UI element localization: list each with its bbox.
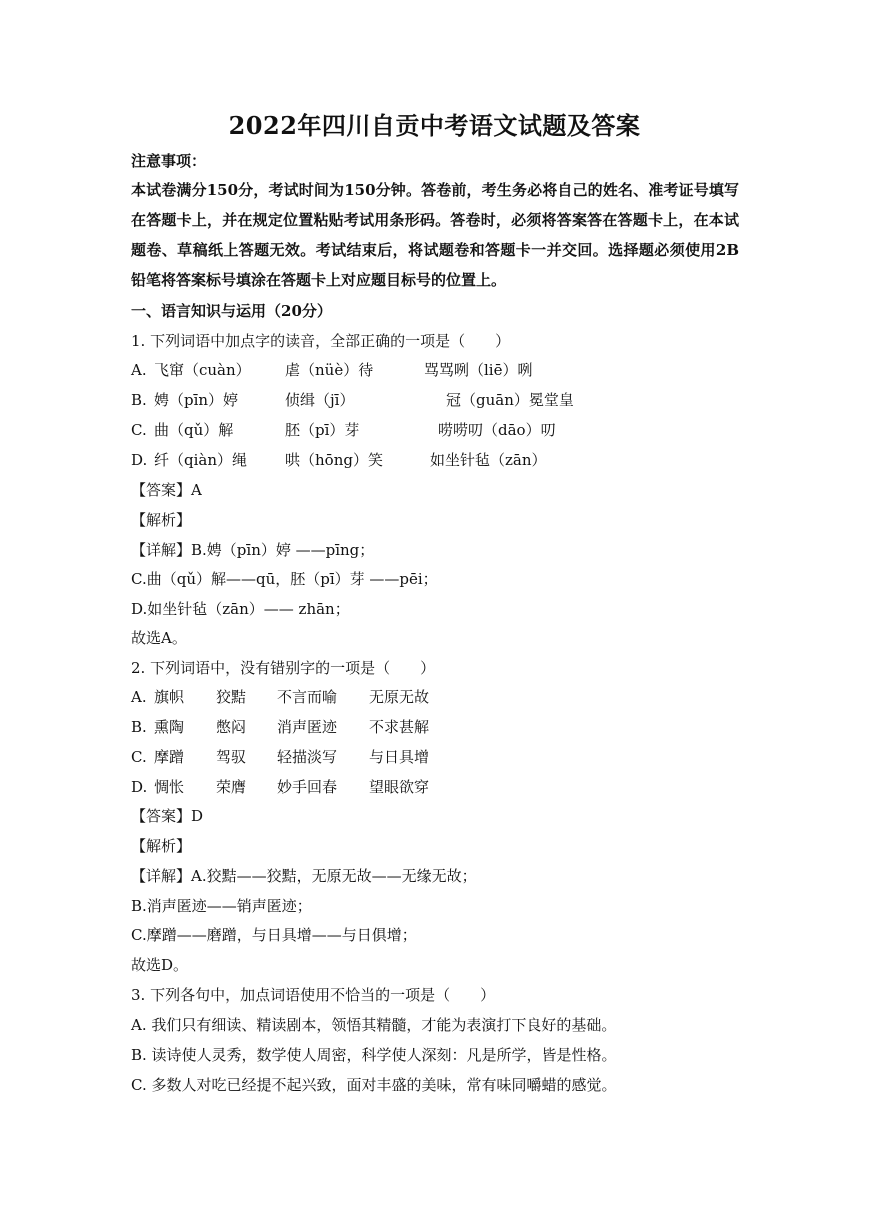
q1-detail-line: 【详解】B.娉（pīn）婷 ——pīng；: [131, 541, 375, 559]
q2-option-word: 望眼欲穿: [369, 778, 430, 796]
q3-option: C. 多数人对吃已经提不起兴致，面对丰盛的美味，常有味同嚼蜡的感觉。: [131, 1076, 617, 1094]
q1-option-label: B.: [131, 391, 147, 409]
q1-analysis: 【解析】: [131, 511, 192, 529]
q2-option-word: 憋闷: [216, 718, 247, 736]
q1-detail-line: C.曲（qǔ）解——qū，胚（pī）芽 ——pēi；: [131, 570, 438, 588]
q1-option-word: 曲（qǔ）解: [154, 421, 234, 439]
q1-option-word: 冠（guān）冕堂皇: [446, 391, 574, 409]
q2-option-label: A.: [131, 688, 147, 706]
q2-option-label: B.: [131, 718, 147, 736]
q2-option-word: 熏陶: [154, 718, 185, 736]
q1-option-word: 娉（pīn）婷: [154, 391, 239, 409]
q1-option-word: 飞窜（cuàn）: [154, 361, 251, 379]
q2-option-word: 狡黠: [216, 688, 247, 706]
q2-detail-line: C.摩蹭——磨蹭，与日具增——与日俱增；: [131, 926, 417, 944]
question-2-stem: 2. 下列词语中，没有错别字的一项是（ ）: [131, 659, 436, 677]
q2-option-word: 与日具增: [369, 748, 430, 766]
q1-option-word: 哄（hōng）笑: [285, 451, 383, 469]
question-3-stem: 3. 下列各句中，加点词语使用不恰当的一项是（ ）: [131, 986, 496, 1004]
q1-detail-line: D.如坐针毡（zān）—— zhān；: [131, 600, 350, 618]
q2-option-word: 妙手回春: [277, 778, 338, 796]
q2-option-word: 惆怅: [154, 778, 185, 796]
q1-option-word: 骂骂咧（liē）咧: [424, 361, 533, 379]
question-1-stem: 1. 下列词语中加点字的读音，全部正确的一项是（ ）: [131, 332, 511, 350]
q1-answer: 【答案】A: [131, 481, 202, 499]
q2-analysis: 【解析】: [131, 837, 192, 855]
q1-option-word: 虐（nüè）待: [285, 361, 374, 379]
q2-option-word: 荣膺: [216, 778, 247, 796]
q3-option: B. 读诗使人灵秀，数学使人周密，科学使人深刻：凡是所学，皆是性格。: [131, 1046, 617, 1064]
q1-option-label: C.: [131, 421, 147, 439]
q1-option-label: A.: [131, 361, 147, 379]
q1-option-word: 如坐针毡（zān）: [430, 451, 547, 469]
q2-option-word: 不言而喻: [277, 688, 338, 706]
q2-option-word: 驾驭: [216, 748, 247, 766]
q2-option-label: C.: [131, 748, 147, 766]
q3-option: A. 我们只有细读、精读剧本，领悟其精髓，才能为表演打下良好的基础。: [131, 1016, 617, 1034]
page-title: 2022年四川自贡中考语文试题及答案: [228, 111, 641, 140]
q2-detail-line: B.消声匿迹——销声匿迹；: [131, 897, 312, 915]
q2-option-word: 摩蹭: [154, 748, 185, 766]
q1-option-word: 纤（qiàn）绳: [154, 451, 248, 469]
q2-option-word: 不求甚解: [369, 718, 430, 736]
q1-option-word: 侦缉（jī）: [285, 391, 355, 409]
q1-option-word: 胚（pī）芽: [285, 421, 360, 439]
q1-detail-line: 故选A。: [131, 629, 187, 647]
q2-option-word: 轻描淡写: [277, 748, 338, 766]
q2-option-label: D.: [131, 778, 148, 796]
q2-option-word: 旗帜: [154, 688, 185, 706]
q2-option-word: 消声匿迹: [277, 718, 338, 736]
q2-detail-line: 故选D。: [131, 956, 189, 974]
q2-answer: 【答案】D: [131, 807, 204, 825]
section-heading: 一、语言知识与运用（20分）: [131, 302, 332, 320]
notice-heading: 注意事项：: [131, 152, 207, 170]
q1-option-label: D.: [131, 451, 148, 469]
q1-option-word: 唠唠叨（dāo）叨: [438, 421, 556, 439]
q2-option-word: 无原无故: [369, 688, 430, 706]
q2-detail-line: 【详解】A.狡黠——狡黠，无原无故——无缘无故；: [131, 867, 477, 885]
notice-body: 本试卷满分150分，考试时间为150分钟。答卷前，考生务必将自己的姓名、准考证号填写在答题卡上，并在规定位置粘贴考试用条形码。答卷时，必须将答案答在答题卡上，在本试题卷、草稿纸上答题无效。考试结束后，将试题卷和答题卡一并交回。选择题必须使用2B铅笔将答案标号填涂在答题卡上对应题目标号的位置上。: [131, 181, 739, 289]
